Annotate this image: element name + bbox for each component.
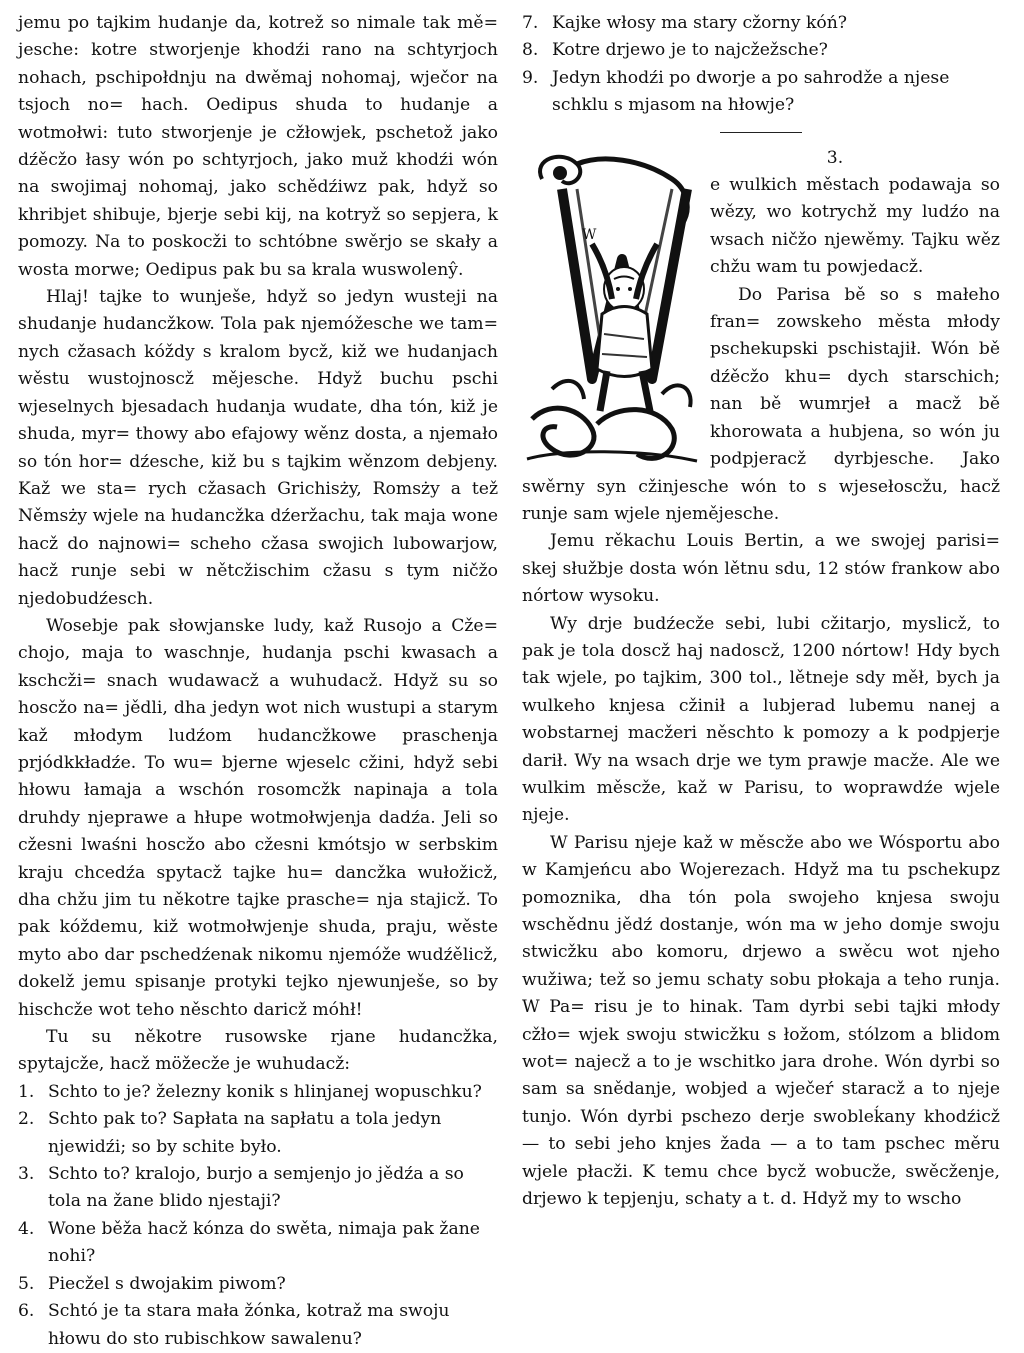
riddle-story-paragraph: jemu po tajkim hudanje da, kotrež so nimale tak mě= jesche: kotre stworjenje khodźi rano na schtyrjoch nohach, pschipołdnju na dwěmaj nohomaj, wječor na tsjoch no= hach. Oedipus shuda to hudanje a wotmołwi: tuto stworjenje je cžłowjek, pschetož jako dźěcžo łasy wón po schtyrjoch, jako muž khodźi wón na swojimaj nohomaj, jako schědźiwz pak, hdyž so khribjet shibuje, bjerje sebi kij, na kotryž so sepjera, k pomozy. Na to poskocži to schtóbne swěrjo se skały a wosta morwe; Oedipus pak bu sa krala wuswolenŷ. <box>18 13 498 280</box>
salary-paragraph: Jemu rěkachu Louis Bertin, a we swojej parisi= skej słužbje dosta wón lětnu sdu, 12 stów frankow abo nórtow wysoku. <box>522 531 1000 607</box>
riddle-item: 5. Piecžel s dwojakim piwom? <box>18 1273 286 1294</box>
story-section <box>522 145 1000 529</box>
ornamental-initial-w <box>522 149 702 469</box>
initial-letter: W <box>582 226 597 243</box>
riddle-item: 6. Schtó je ta stara mała žónka, kotraž ma swoju hłowu do sto rubischkow sawalenu? <box>18 1301 450 1349</box>
city-intro-paragraph: e wulkich městach podawaja so wězy, wo kotrychž my ludźo na wsach ničžo njewěmy. Tajku wěz chžu wam tu powjedacž. <box>710 175 1000 278</box>
riddle-item: 4. Wone běža hacž kónza do swěta, nimaja pak žane nohi? <box>18 1218 480 1267</box>
riddle-history-paragraph: Hlaj! tajke to wunješe, hdyž so jedyn wusteji na shudanje hudancžkow. Tola pak njemóžesche we tam= nych cžasach kóždy s kralom bycž, kiž we hudanjach wěstu wustojnoscž mějesche. Hdyž buchu pschi wjeselnych bjesadach hudanja wudate, dha tón, kiž je shuda, myr= thowy abo efajowy wěnz dosta, a njemało so tón hor= dźesche, kiž bu s tajkim wěnzom debjeny. Kaž we sta= rych cžasach Grichisży, Romsży a tež Němsży wjele na hudancžka dźeržachu, tak maja wone hacž do najnowi= scheho cžasa swojich lubowarjow, hacž runje sebi w nětcžischim cžasu s tym ničžo njedobudźesch. <box>18 287 498 609</box>
section-number: 3. <box>826 147 844 168</box>
riddle-item: 7. Kajke włosy ma stary cžorny kóń? <box>522 13 847 33</box>
paris-arrival-paragraph: Do Parisa bě so s małeho fran= zowskeho města młody pschekupski pschistajił. Wón bě dźěcžo khu= dych starschich; nan bě wumrjeł a macž bě khorowata a hubjena, so wón ju podpjeracž dyrbjesche. Jako swěrny syn cžinjesche wón to s wjesełoscžu, hacž runje sam wjele njemějesche. <box>522 284 1000 524</box>
riddle-item: 2. Schto pak to? Sapłata na sapłatu a tola jedyn njewidźi; so by schite było. <box>18 1109 442 1157</box>
reader-thoughts-paragraph: Wy drje budźecže sebi, lubi cžitarjo, myslicž, to pak je tola doscž haj nadoscž, 1200 nórtow! Hdy bych tak wjele, po tajkim, 300 tol., lětneje sdy měł, bych ja wulkeho knjesa cžinił a lubjerad lubemu nanej a wobstarnej macžeri něschto k pomozy a k podpjerje darił. Wy na wsach drje we tym prawje macže. Ale we wulkim měscže, kaž w Parisu, to woprawdźe wjele njeje. <box>522 613 1000 826</box>
riddle-list-continued <box>522 10 1000 120</box>
riddle-item: 3. Schto to? kralojo, burjo a semjenjo jo jědźa a so tola na žane blido njestaji? <box>18 1164 464 1212</box>
riddle-intro-paragraph: Tu su někotre rusowske rjane hudancžka, spytajcže, hacž möžecže je wuhudacž: <box>18 1027 498 1075</box>
paris-costs-paragraph: W Parisu njeje kaž w měscže abo we Wósportu abo w Kamjeńcu abo Wojerezach. Hdyž ma tu pschekupz pomoznika, dha tón pola swojeho knjesa swoju wschědnu jědź dostanje, wón ma w jeho domje swoju stwicžku abo komoru, drjewo a swěcu wot njeho wužiwa; tež so jemu schaty sobu płokaja a teho runja. W Pa= risu je to hinak. Tam dyrbi sebi tajki młody cžło= wjek swoju stwicžku s łožom, stólzom a blidom wot= najecž a to je wschitko jara drohe. Wón dyrbi so sam sa snědanje, wobjed a wječeŕ staracž a to njeje tunjo. Wón dyrbi pschezo derje swobleḱany khodźicž — to sebi jeho knjes žada — a to tam pschec měru wjele płacži. K temu chce bycž wobucže, swěcženje, drjewo k tepjenju, schaty a t. d. Hdyž my to wscho <box>522 832 1000 1210</box>
riddle-item: 8. Kotre drjewo je to najcžežsche? <box>522 40 828 61</box>
riddle-item: 1. Schto to je? železny konik s hlinjanej wopuschku? <box>18 1081 482 1102</box>
cherub-initial-illustration <box>522 149 702 469</box>
section-divider <box>720 132 802 133</box>
riddle-item: 9. Jedyn khodźi po dworje a po sahrodže a njese schklu s mjasom na hłowje? <box>522 67 950 116</box>
riddle-list <box>18 1079 498 1353</box>
left-column <box>18 10 498 1353</box>
slavic-custom-paragraph: Wosebje pak słowjanske ludy, kaž Rusojo a Cže= chojo, maja to waschnje, hudanja pschi kwasach a kschcži= snach wudawacž a wuhudacž. Hdyž su so hoscžo na= jědli, dha jedyn wot nich wustupi a starym kaž młodym ludźom hudancžkowe praschenja prjódkkładźe. To wu= bjerne wjeselc cžini, hdyž sebi hłowu łamaja a wschón rosomcžk napinaja a tola druhdy njeprawe a hłupe wotmołwjenja dadźa. Jeli so cžesni lwaśni hoscžo abo cžesni kmótsjo w serbskim kraju chcedźa spytacž tajke hu= dancžka wułožicž, dha chžu jim tu někotre tajke prasche= nja stajicž. To pak kóždemu, kiž wotmołwjenje shuda, praju, wěste myto abo dar pschedźenak nikomu njemóže wudźělicž, dokelž jemu spisanje protyki tejko njewunješe, so by hischcže wot teho něschto daricž móhł! <box>18 615 498 1020</box>
right-column <box>522 10 1000 1213</box>
